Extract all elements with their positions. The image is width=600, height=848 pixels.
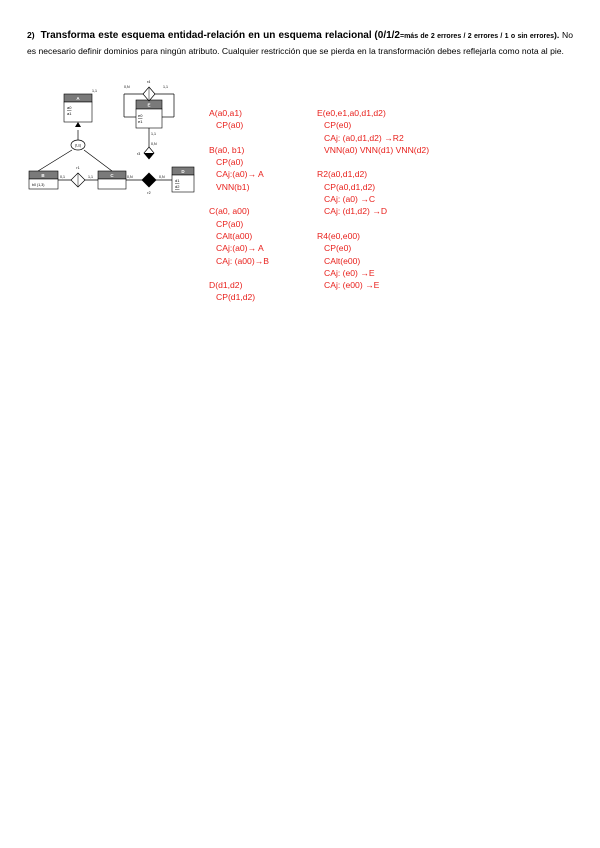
relation-constraint: CP(e0) [324, 120, 352, 131]
relationship-r2 [142, 173, 156, 187]
cardinality-b-r1: 0,1 [60, 175, 65, 179]
entity-a-attr-1: a1 [67, 111, 72, 116]
relation-constraint: CAlt(a00) [216, 230, 253, 241]
relation-constraint: CP(a0,d1,d2) [324, 181, 376, 192]
relation-constraint: CAlt(e00) [324, 255, 361, 266]
entity-b-attr-0: b0 (1,3) [32, 183, 45, 187]
entity-a [64, 94, 92, 122]
cardinality-r3-top: 0,N [151, 142, 157, 146]
relation-constraint: VNN(b1) [216, 181, 250, 192]
entity-d-attr-1: d2 [175, 184, 180, 189]
cardinality-c-r2: 0,N [127, 175, 133, 179]
relation-block [209, 279, 269, 304]
rel-label-r1: r1 [76, 166, 80, 170]
relation-block [209, 144, 269, 193]
relation-constraint: CAj: (a00)→B [216, 255, 270, 266]
relation-constraint: VNN(a0) VNN(d1) VNN(d2) [324, 144, 430, 155]
relation-name: R2(a0,d1,d2) [317, 169, 368, 180]
cardinality-d-r2: 0,N [159, 175, 165, 179]
question-number: 2) [27, 30, 35, 40]
entity-e-name: E [147, 102, 151, 108]
relation-constraint: CAj: (d1,d2) →D [324, 206, 388, 217]
relation-name: E(e0,e1,a0,d1,d2) [317, 108, 386, 118]
question-title: Transforma este esquema entidad-relación en un esquema relacional [40, 30, 372, 41]
er-diagram [26, 75, 196, 200]
relation-name: B(a0, b1) [209, 144, 245, 155]
rel-label-r3: r3 [137, 152, 141, 156]
relation-constraint: CP(a0) [216, 218, 244, 229]
relation-block [317, 107, 429, 156]
entity-b-name: B [41, 173, 45, 178]
entity-d-attr-0: d1 [175, 178, 180, 183]
relation-block [209, 205, 269, 266]
relation-constraint: CAj: (a0) →C [324, 194, 376, 205]
relation-name: A(a0,a1) [209, 108, 242, 118]
entity-d-name: D [181, 169, 185, 174]
answer-column-left [209, 107, 269, 316]
relation-constraint: CAj: (e00) →E [324, 280, 380, 291]
relation-constraint: CP(e0) [324, 243, 352, 254]
entity-b [29, 171, 58, 189]
relation-name: C(a0, a00) [209, 206, 250, 217]
cardinality-c-r1: 1,1 [88, 175, 93, 179]
entity-e [136, 100, 162, 128]
entity-c-name: C [110, 173, 114, 178]
cardinality-misc: 1,1 [92, 89, 97, 93]
rel-label-r4: r4 [147, 80, 151, 84]
arrow-up-icon [75, 122, 81, 127]
answer-column-right [317, 107, 429, 304]
entity-e-attr-0: e0 [138, 113, 143, 118]
relation-block [317, 168, 429, 217]
relation-block [317, 230, 429, 291]
cardinality-r4-right: 1,1 [163, 85, 168, 89]
relation-constraint: CAj: (a0,d1,d2) →R2 [324, 132, 404, 143]
cardinality-r4-left: 0,N [124, 85, 130, 89]
cardinality-e-r3: 1,1 [151, 132, 156, 136]
relation-constraint: CAj:(a0)→ A [216, 169, 264, 180]
rel-label-r2: r2 [147, 191, 151, 195]
relation-constraint: CP(d1,d2) [216, 292, 256, 303]
entity-e-attr-1: e1 [138, 119, 143, 124]
hierarchy-label: (t,s) [74, 143, 82, 148]
relation-name: D(d1,d2) [209, 280, 243, 291]
relation-constraint: CP(a0) [216, 120, 244, 131]
relation-name: R4(e0,e00) [317, 230, 360, 241]
relation-constraint: CAj:(a0)→ A [216, 243, 264, 254]
relation-constraint: CP(a0) [216, 157, 244, 168]
entity-a-attr-0: a0 [67, 105, 72, 110]
question-score: (0/1/2 [374, 30, 400, 41]
question-score-close: ). [554, 30, 560, 40]
question-score-detail: =más de 2 errores / 2 errores / 1 o sin errores [400, 33, 554, 40]
entity-c [98, 171, 126, 189]
question-text: No es necesario definir dominios para ningún atributo. Cualquier restricción que se pierda en la transformación debes reflejarla como nota al pie. [27, 30, 574, 56]
entity-a-name: A [76, 96, 80, 101]
relation-block [209, 107, 269, 132]
relation-constraint: CAj: (e0) →E [324, 267, 375, 278]
entity-d [172, 167, 194, 192]
question-statement [27, 28, 573, 58]
